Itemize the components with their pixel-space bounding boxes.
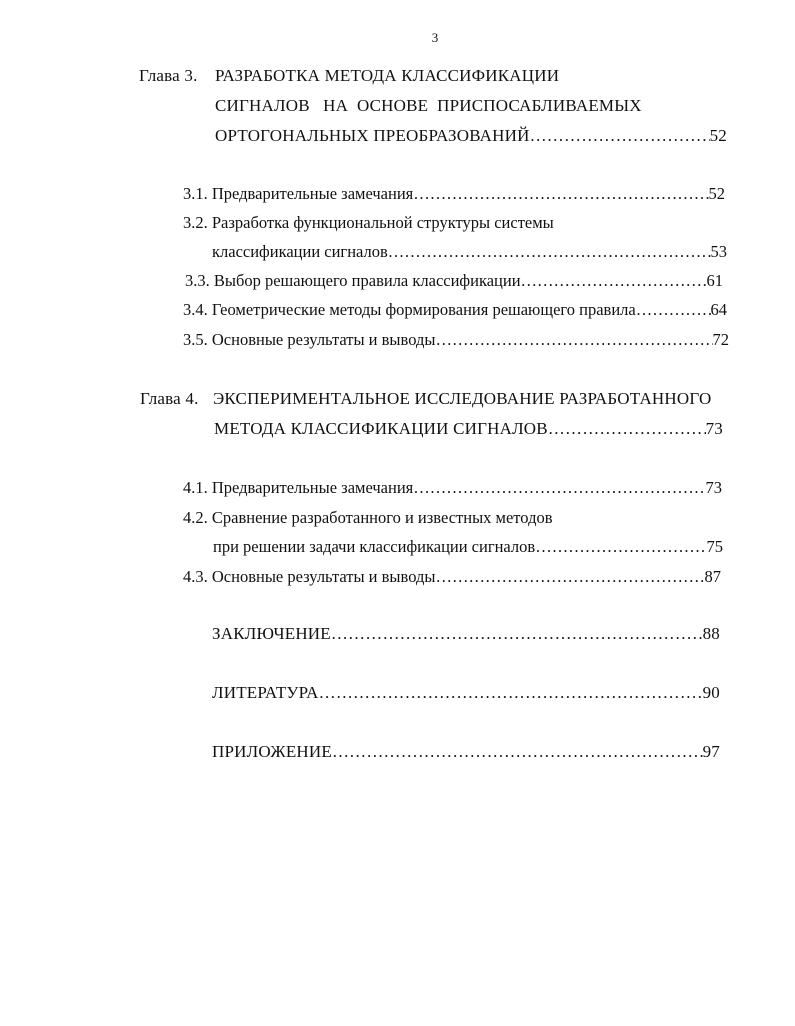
back-matter-title: ЛИТЕРАТУРА — [212, 683, 319, 702]
leader-dots — [413, 184, 708, 204]
leader-dots — [435, 330, 712, 350]
section-title-continued: классификации сигналов — [212, 242, 388, 261]
section-page: 64 — [710, 300, 727, 319]
section-title: Основные результаты и выводы — [211, 567, 436, 586]
section-title: Основные результаты и выводы — [211, 330, 436, 349]
toc-entry-3-2-line2 — [212, 242, 727, 262]
leader-dots — [521, 271, 707, 291]
leader-dots — [319, 683, 703, 703]
section-title: Разработка функциональной структуры системы — [211, 213, 554, 232]
section-title-continued: при решении задачи классификации сигналов — [213, 537, 536, 556]
section-title: Геометрические методы формирования решающего правила — [211, 300, 636, 319]
chapter-3-toc-entry — [215, 126, 727, 146]
leader-dots — [636, 300, 711, 320]
leader-dots — [388, 242, 711, 262]
back-matter-page: 97 — [702, 742, 720, 761]
leader-dots — [413, 478, 705, 498]
section-page: 73 — [705, 478, 722, 497]
leader-dots — [530, 126, 710, 146]
section-title: Сравнение разработанного и известных методов — [211, 508, 553, 527]
chapter-3-title-line2: СИГНАЛОВ НА ОСНОВЕ ПРИСПОСАБЛИВАЕМЫХ — [215, 96, 642, 115]
page-number: 3 — [431, 30, 439, 45]
leader-dots — [548, 419, 706, 439]
toc-entry-references — [212, 683, 720, 703]
toc-entry-4-2-line1 — [183, 508, 553, 528]
toc-entry-conclusion — [212, 624, 720, 644]
toc-entry-appendix — [212, 742, 720, 762]
chapter-3-title-line3: ОРТОГОНАЛЬНЫХ ПРЕОБРАЗОВАНИЙ — [215, 126, 530, 145]
toc-entry-4-1 — [183, 478, 722, 498]
back-matter-title: ПРИЛОЖЕНИЕ — [212, 742, 332, 761]
chapter-4-title-line2: МЕТОДА КЛАССИФИКАЦИИ СИГНАЛОВ — [214, 419, 548, 438]
chapter-3-title-line1: РАЗРАБОТКА МЕТОДА КЛАССИФИКАЦИИ — [215, 66, 560, 85]
section-title: Предварительные замечания — [211, 184, 414, 203]
leader-dots — [535, 537, 706, 557]
toc-entry-4-3 — [183, 567, 721, 587]
toc-entry-4-2-line2 — [213, 537, 723, 557]
toc-entry-3-3 — [185, 271, 723, 291]
section-page: 52 — [708, 184, 725, 203]
section-number: 4.3. — [183, 567, 208, 586]
chapter-3-page: 52 — [709, 126, 727, 145]
section-number: 3.5. — [183, 330, 208, 349]
back-matter-title: ЗАКЛЮЧЕНИЕ — [212, 624, 331, 643]
chapter-4-label: Глава 4. — [140, 389, 199, 408]
section-title: Выбор решающего правила классификации — [213, 271, 521, 290]
section-page: 72 — [712, 330, 729, 349]
section-number: 3.1. — [183, 184, 208, 203]
chapter-4-page: 73 — [705, 419, 723, 438]
back-matter-page: 88 — [702, 624, 720, 643]
chapter-4-title-line1: ЭКСПЕРИМЕНТАЛЬНОЕ ИССЛЕДОВАНИЕ РАЗРАБОТАННОГО — [213, 389, 712, 408]
section-number: 3.3. — [185, 271, 210, 290]
section-page: 87 — [704, 567, 721, 586]
section-page: 61 — [706, 271, 723, 290]
toc-entry-3-1 — [183, 184, 725, 204]
section-number: 4.2. — [183, 508, 208, 527]
toc-entry-3-4 — [183, 300, 727, 320]
chapter-4-toc-entry — [214, 419, 723, 439]
leader-dots — [435, 567, 704, 587]
section-number: 4.1. — [183, 478, 208, 497]
section-number: 3.2. — [183, 213, 208, 232]
leader-dots — [331, 624, 703, 644]
section-title: Предварительные замечания — [211, 478, 414, 497]
chapter-3-label: Глава 3. — [139, 66, 198, 85]
section-page: 53 — [710, 242, 727, 261]
section-number: 3.4. — [183, 300, 208, 319]
toc-entry-3-2-line1 — [183, 213, 554, 233]
toc-entry-3-5 — [183, 330, 729, 350]
back-matter-page: 90 — [702, 683, 720, 702]
section-page: 75 — [706, 537, 723, 556]
leader-dots — [332, 742, 703, 762]
